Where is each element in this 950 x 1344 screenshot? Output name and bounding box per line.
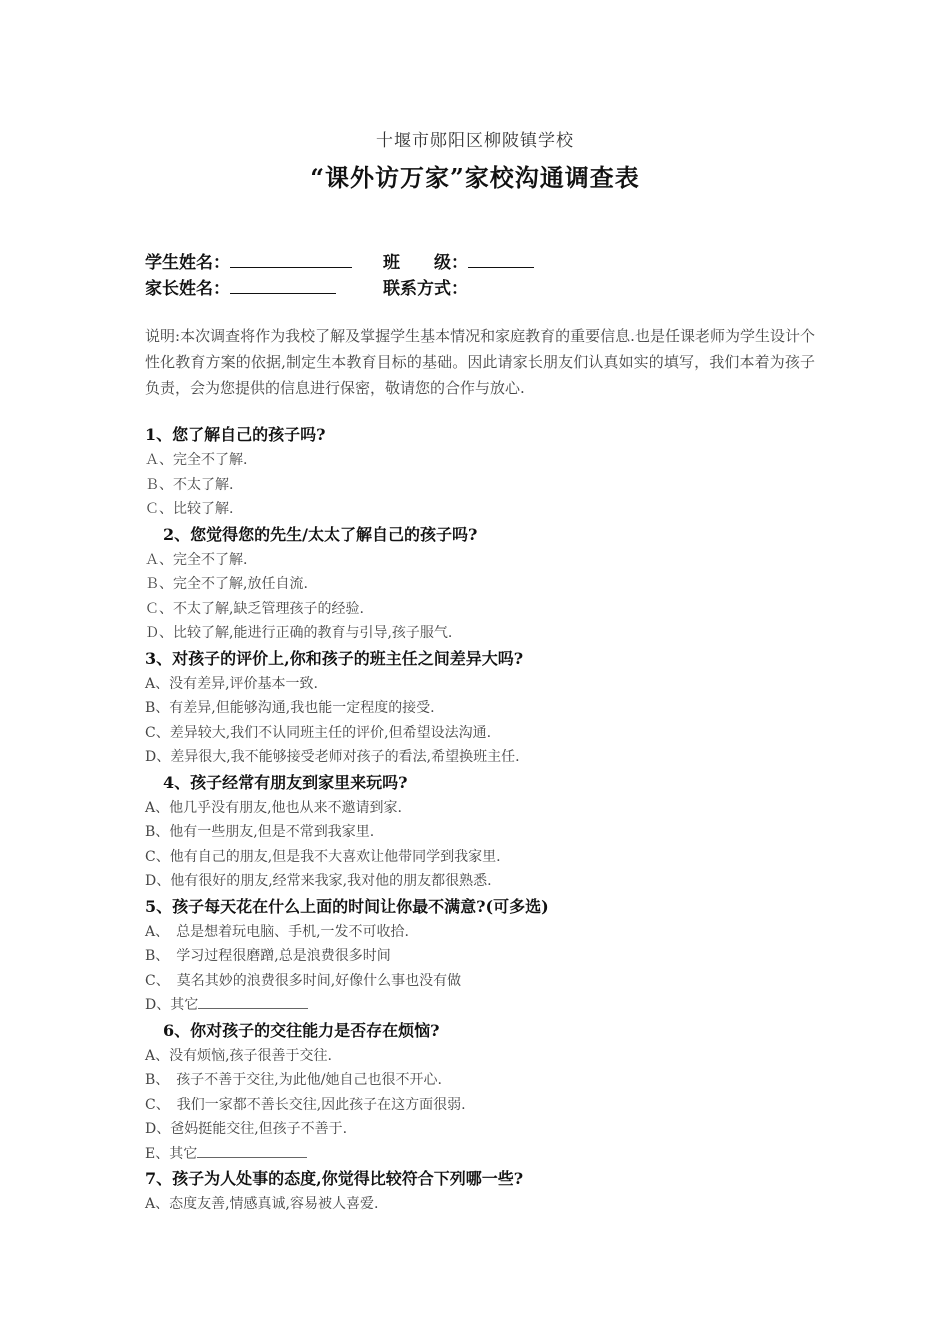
answer-option-label: B、有差异,但能够沟通,我也能一定程度的接受.: [145, 700, 435, 716]
answer-option[interactable]: [145, 1117, 825, 1142]
answer-option-label: Ａ、完全不了解.: [145, 452, 248, 468]
answer-option-label: E、其它: [145, 1145, 198, 1162]
question-title: 5、孩子每天花在什么上面的时间让你最不满意?(可多选): [145, 896, 549, 916]
answer-option-label: Ｃ、比较了解.: [145, 501, 234, 517]
answer-option[interactable]: [145, 448, 825, 473]
answer-option[interactable]: [145, 1044, 825, 1069]
answer-option-label: C、他有自己的朋友,但是我不大喜欢让他带同学到我家里.: [145, 848, 501, 865]
answer-option[interactable]: [145, 796, 825, 821]
answer-option[interactable]: [145, 696, 825, 721]
info-fields: [145, 248, 805, 300]
contact-field[interactable]: [383, 274, 468, 299]
parent-name-field[interactable]: [145, 274, 336, 299]
class-field[interactable]: [383, 248, 534, 273]
answer-option-label: D、他有很好的朋友,经常来我家,我对他的朋友都很熟悉.: [145, 873, 492, 889]
other-answer-blank[interactable]: [197, 1143, 307, 1158]
school-name: 十堰市郧阳区柳陂镇学校: [376, 131, 574, 151]
answer-option-label: D、其它: [145, 997, 199, 1013]
answer-option-label: Ｂ、不太了解.: [145, 476, 234, 493]
answer-option[interactable]: [145, 920, 825, 945]
answer-option-label: B、他有一些朋友,但是不常到我家里.: [145, 824, 375, 840]
answer-option-label: Ａ、完全不了解.: [145, 551, 248, 568]
answer-option-label: Ｄ、比较了解,能进行正确的教育与引导,孩子服气.: [145, 625, 453, 641]
answer-option[interactable]: [145, 621, 825, 646]
answer-option[interactable]: [145, 672, 825, 697]
answer-option[interactable]: [145, 1192, 825, 1217]
answer-option-label: A、他几乎没有朋友,他也从来不邀请到家.: [145, 799, 403, 816]
answer-option[interactable]: [145, 473, 825, 498]
answer-option-label: D、差异很大,我不能够接受老师对孩子的看法,希望换班主任.: [145, 749, 520, 765]
answer-option[interactable]: [145, 969, 825, 994]
answer-option[interactable]: [145, 820, 825, 845]
question-title: 6、你对孩子的交往能力是否存在烦恼?: [163, 1020, 440, 1040]
answer-option[interactable]: [145, 1093, 825, 1118]
answer-option-label: Ｃ、不太了解,缺乏管理孩子的经验.: [145, 600, 364, 617]
answer-option-label: A、没有差异,评价基本一致.: [145, 675, 319, 692]
class-blank[interactable]: [468, 251, 534, 268]
question-title: 1、您了解自己的孩子吗?: [145, 425, 326, 444]
answer-option[interactable]: [145, 745, 825, 770]
other-answer-blank[interactable]: [198, 994, 308, 1009]
class-label: 班 级：: [383, 253, 468, 273]
answer-option[interactable]: [145, 721, 825, 746]
answer-option[interactable]: [145, 869, 825, 894]
student-name-label: 学生姓名：: [145, 253, 230, 273]
question-list: [145, 422, 825, 1217]
answer-option[interactable]: [145, 597, 825, 622]
answer-option-label: D、爸妈挺能交往,但孩子不善于.: [145, 1121, 348, 1137]
description: 说明:本次调查将作为我校了解及掌握学生基本情况和家庭教育的重要信息.也是任课老师为学生设计个性化教育方案的依据,制定生本教育目标的基础。因此请家长朋友们认真如实的填写，我们本着为孩子负责，会为您提供的信息进行保密，敬请您的合作与放心.: [145, 327, 815, 397]
answer-option-label: C、 我们一家都不善长交往,因此孩子在这方面很弱.: [145, 1096, 466, 1113]
answer-option[interactable]: [145, 1142, 825, 1167]
answer-option-label: B、 孩子不善于交往,为此他/她自己也很不开心.: [145, 1072, 442, 1088]
parent-name-blank[interactable]: [230, 277, 336, 294]
question-title: 4、孩子经常有朋友到家里来玩吗?: [163, 772, 408, 792]
answer-option[interactable]: [145, 1068, 825, 1093]
contact-label: 联系方式：: [383, 279, 468, 299]
answer-option-label: A、没有烦恼,孩子很善于交往.: [145, 1047, 333, 1064]
answer-option-label: B、 学习过程很磨蹭,总是浪费很多时间: [145, 948, 391, 964]
answer-option-label: Ｂ、完全不了解,放任自流.: [145, 576, 308, 592]
answer-option-label: A、 总是想着玩电脑、手机,一发不可收拾.: [145, 923, 410, 940]
question-title: 7、孩子为人处事的态度,你觉得比较符合下列哪一些?: [145, 1169, 524, 1188]
answer-option[interactable]: [145, 993, 825, 1018]
answer-option-label: C、 莫名其妙的浪费很多时间,好像什么事也没有做: [145, 972, 462, 989]
answer-option[interactable]: [145, 548, 825, 573]
parent-name-label: 家长姓名：: [145, 279, 230, 299]
answer-option[interactable]: [145, 845, 825, 870]
answer-option[interactable]: [145, 572, 825, 597]
answer-option[interactable]: [145, 497, 825, 522]
answer-option-label: C、差异较大,我们不认同班主任的评价,但希望设法沟通.: [145, 724, 492, 741]
question-title: 3、对孩子的评价上,你和孩子的班主任之间差异大吗?: [145, 648, 524, 668]
student-name-field[interactable]: [145, 248, 352, 273]
student-name-blank[interactable]: [230, 251, 352, 268]
question-title: 2、您觉得您的先生/太太了解自己的孩子吗?: [163, 524, 478, 544]
answer-option[interactable]: [145, 944, 825, 969]
page-title: “课外访万家”家校沟通调查表: [310, 163, 640, 192]
answer-option-label: A、态度友善,情感真诚,容易被人喜爱.: [145, 1196, 379, 1212]
